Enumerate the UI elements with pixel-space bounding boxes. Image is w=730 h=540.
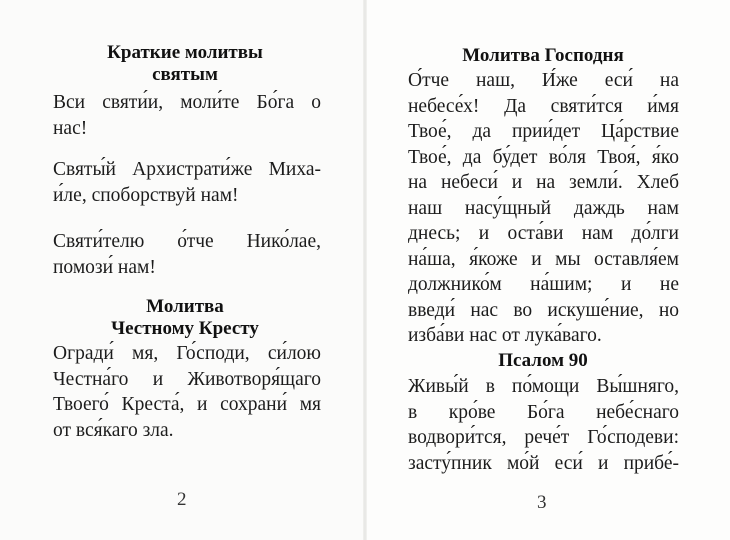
text-line: Огради́ мя, Го́споди, си́лою bbox=[53, 343, 321, 364]
text-line: помози́ нам! bbox=[53, 256, 156, 278]
text-line: нас! bbox=[53, 117, 88, 139]
psalm-90-text bbox=[408, 374, 679, 476]
heading-short-prayers bbox=[60, 42, 310, 86]
heading-line: Молитва bbox=[146, 296, 224, 317]
prayer-saint-nicholas bbox=[53, 229, 321, 280]
heading-line: Краткие молитвы bbox=[107, 42, 263, 63]
text-line: Твое́, да бу́дет во́ля Твоя́, я́ко bbox=[408, 146, 679, 168]
text-line: Живы́й в по́мощи Вы́шняго, bbox=[408, 376, 679, 397]
text-line: Твое́, да прии́дет Ца́рствие bbox=[408, 121, 679, 142]
heading-line: Честному Кресту bbox=[111, 318, 259, 339]
lords-prayer-text bbox=[408, 68, 679, 349]
text-line: изба́ви нас от лука́ваго. bbox=[408, 325, 602, 346]
text-line: Твоего́ Креста́, и сохрани́ мя bbox=[53, 394, 321, 415]
text-line: водвори́тся, рече́т Го́сподеви: bbox=[408, 427, 679, 448]
heading-cross-prayer bbox=[60, 296, 310, 340]
text-line: днесь; и оста́ви нам до́лги bbox=[408, 223, 679, 244]
book-gutter bbox=[363, 0, 367, 540]
text-line: небесе́х! Да святи́тся и́мя bbox=[408, 95, 679, 117]
text-line: наш насу́щный даждь нам bbox=[408, 197, 679, 219]
page-number-left: 2 bbox=[177, 489, 187, 510]
text-line: в кро́ве Бо́га небе́снаго bbox=[408, 401, 679, 423]
text-line: засту́пник мо́й еси́ и прибе́- bbox=[408, 452, 679, 474]
page-number-right: 3 bbox=[537, 492, 547, 513]
text-line: Честна́го и Животворя́щаго bbox=[53, 368, 321, 390]
text-line: от вся́каго зла. bbox=[53, 419, 174, 441]
text-line: Святы́й Архистрати́же Миха- bbox=[53, 159, 321, 180]
text-line: должнико́м на́шим; и не bbox=[408, 274, 679, 295]
text-line: на́ша, я́коже и мы оставля́ем bbox=[408, 248, 679, 270]
text-line: О́тче наш, И́же еси́ на bbox=[408, 70, 679, 91]
text-line: на небеси́ и на земли́. Хлеб bbox=[408, 172, 679, 193]
prayer-to-the-cross bbox=[53, 341, 321, 443]
text-line: введи́ нас во искуше́ние, но bbox=[408, 299, 679, 321]
prayer-all-saints bbox=[53, 90, 321, 141]
heading-psalm-90: Псалом 90 bbox=[498, 350, 588, 371]
text-line: Вси святи́и, моли́те Бо́га о bbox=[53, 92, 321, 113]
heading-line: святым bbox=[152, 64, 218, 85]
text-line: Святи́телю о́тче Нико́лае, bbox=[53, 231, 321, 252]
heading-lords-prayer: Молитва Господня bbox=[462, 45, 624, 66]
prayer-archangel-michael bbox=[53, 157, 321, 208]
text-line: и́ле, споборствуй нам! bbox=[53, 184, 239, 206]
